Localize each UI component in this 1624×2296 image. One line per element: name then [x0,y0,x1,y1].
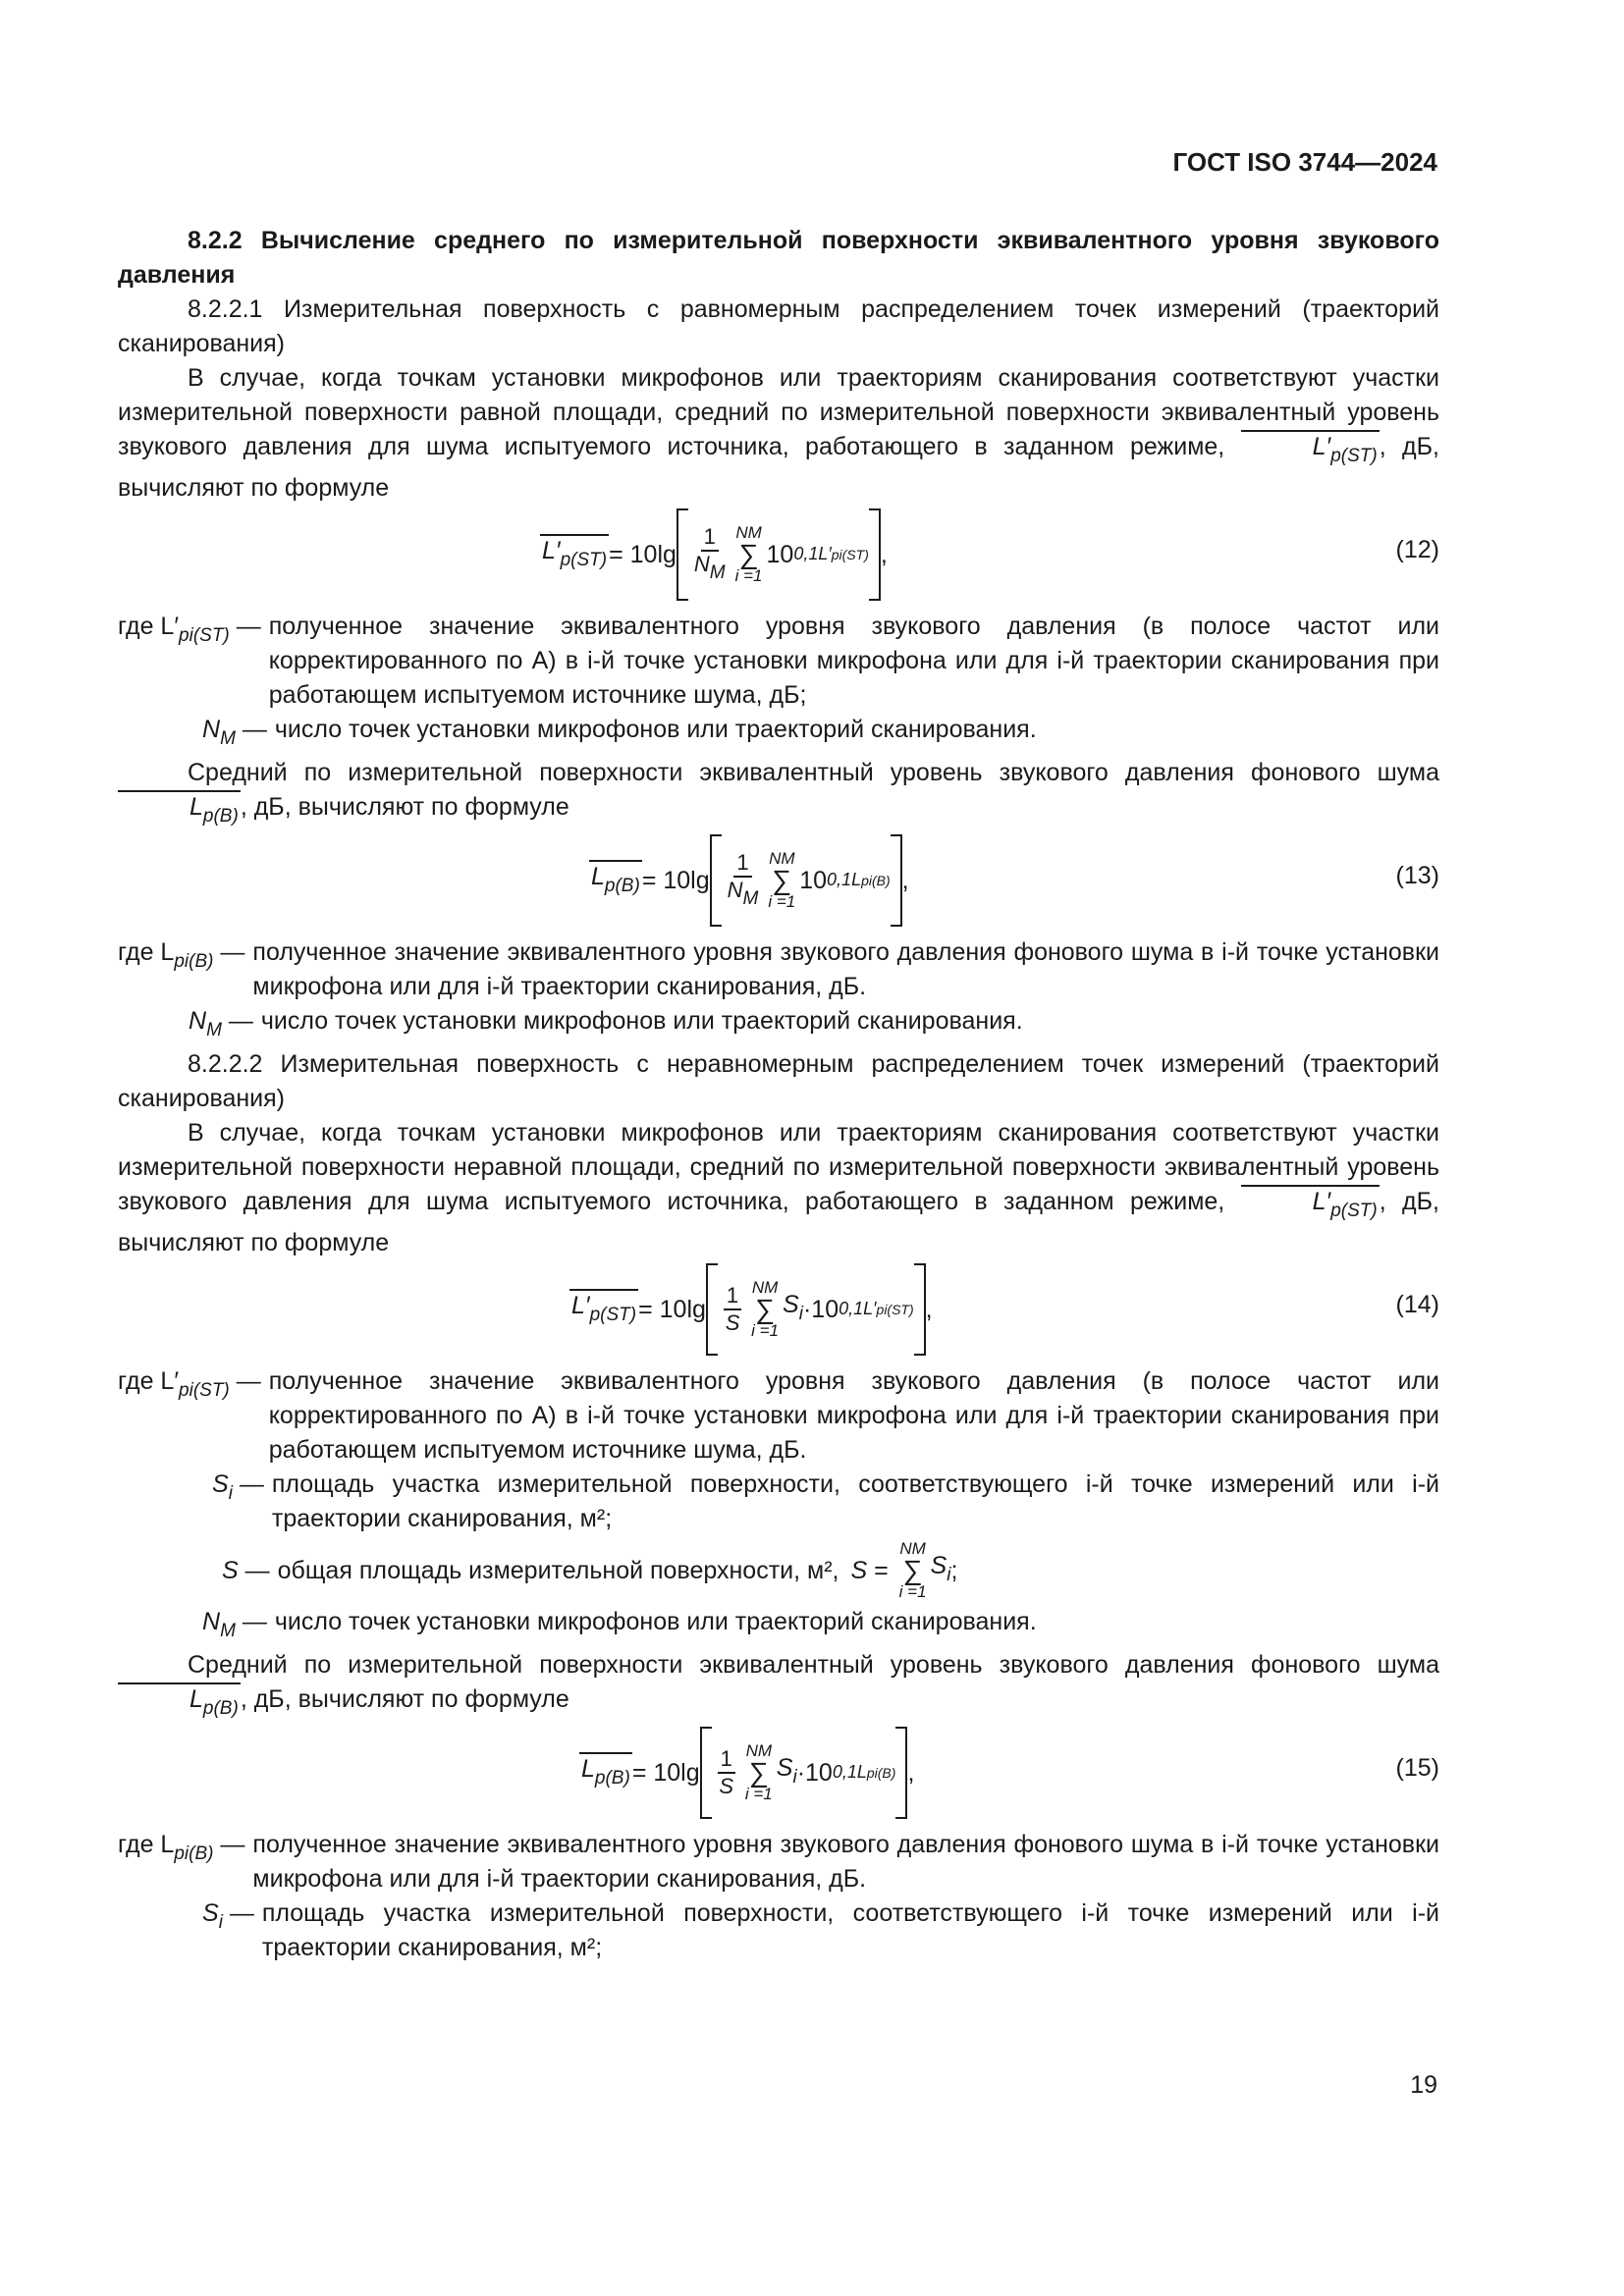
eq13-lhs: $L_{p(B)}$ [589,860,642,901]
equation-14-math: $L'_{p(ST)}$ = 10lg $\frac{1}{S}$ NM ∑ i =1 $S_i$ ·10 0,1L′pi(ST) , [569,1260,933,1359]
equation-13 [118,831,1439,930]
bracket-right [914,1263,926,1356]
eq12-sum: NM ∑ i =1 [734,523,763,585]
s-sum-definition: S = NM ∑ i =1 $S_i$ ; [850,1539,958,1601]
where-item: $N_M$ — число точек установки микрофонов или траекторий сканирования. [202,716,1037,749]
eq12-fraction: $\frac{1}{NM}$ [693,523,726,583]
subsection-title-1: 8.2.2.1 Измерительная поверхность с равномерным распределением точек измерений (траекторий сканирования) [118,295,1439,357]
equation-12-math: $L'_{p(ST)}$ = 10lg $\frac{1}{NM}$ NM ∑ i =1 10 0,1L′pi(ST) , [540,506,888,604]
paragraph-4: Средний по измерительной поверхности эквивалентный уровень звукового давления фонового шума $L_{p(B)}$, дБ, вычисляют по формуле [118,1648,1439,1724]
equation-13-math: $L_{p(B)}$ = 10lg $\frac{1}{NM}$ NM ∑ i =1 10 0,1Lpi(B) , [589,831,909,930]
equation-number-12: (12) [1395,536,1439,563]
symbol-lp-st: $L'_{p(ST)}$ [1241,430,1380,471]
eq12-lhs: $L'_{p(ST)}$ [540,534,609,575]
bracket-left [710,834,722,927]
equation-15-math: $L_{p(B)}$ = 10lg $\frac{1}{S}$ NM ∑ i =1 $S_i$ ·10 0,1Lpi(B) , [579,1724,914,1822]
page-body [118,224,1439,1965]
equation-number-13: (13) [1395,862,1439,889]
where-item: где $L'_{pi(ST)}$ — полученное значение эквивалентного уровня звукового давления (в полосе частот или корректированного по А) в i-й точке установки микрофона или для i-й траектории сканирования при работающем испытуемом источнике шума, дБ. [118,1367,1439,1464]
equation-15 [118,1724,1439,1822]
bracket-left [677,508,688,601]
eq12-base: 10 [766,540,794,568]
where-item: $N_M$ — число точек установки микрофонов или траекторий сканирования. [189,1007,1023,1041]
bracket-left [706,1263,718,1356]
where-item: S — общая площадь измерительной поверхности, м², S = NM ∑ i =1 $S_i$ ; [222,1539,958,1601]
symbol-lp-st: $L'_{p(ST)}$ [1241,1185,1380,1226]
paragraph-2: Средний по измерительной поверхности эквивалентный уровень звукового давления фонового шума $L_{p(B)}$, дБ, вычисляют по формуле [118,756,1439,831]
equation-number-15: (15) [1395,1754,1439,1782]
bracket-right [891,834,902,927]
equation-12 [118,506,1439,604]
document-id-header: ГОСТ ISO 3744—2024 [1172,147,1437,177]
bracket-left [700,1727,712,1819]
where-item: $S_i$ — площадь участка измерительной поверхности, соответствующего i-й точке измерений или i-й траектории сканирования, м²; [202,1899,1439,1961]
bracket-right [869,508,881,601]
where-item: где $L_{pi(B)}$ — полученное значение эквивалентного уровня звукового давления фонового шума в i-й точке установки микрофона или для i-й траектории сканирования, дБ. [118,1831,1439,1893]
page-number: 19 [1410,2071,1437,2099]
paragraph-1-tail: , дБ, вычисляют по формуле [118,433,1439,502]
bracket-right [895,1727,907,1819]
where-item: $N_M$ — число точек установки микрофонов или траекторий сканирования. [202,1608,1037,1641]
where-item: где $L'_{pi(ST)}$ — полученное значение эквивалентного уровня звукового давления (в полосе частот или корректированного по А) в i-й точке установки микрофона или для i-й траектории сканирования при работающем испытуемом источнике шума, дБ; [118,613,1439,709]
symbol-lp-b: $L_{p(B)}$ [118,790,241,831]
equation-number-14: (14) [1395,1291,1439,1318]
symbol-lp-b: $L_{p(B)}$ [118,1682,241,1724]
paragraph-1-text: В случае, когда точкам установки микрофонов или траекториям сканирования соответствуют участки измерительной поверхности равной площади, средний по измерительной поверхности эквивалентный уровень звукового давления для шума испытуемого источника, работающего в заданном режиме, [118,364,1439,460]
where-item: $S_i$ — площадь участка измерительной поверхности, соответствующего i-й точке измерений или i-й траектории сканирования, м²; [212,1470,1439,1532]
section-heading: 8.2.2 Вычисление среднего по измерительной поверхности эквивалентного уровня звукового давления [118,227,1439,289]
eq12-op: = 10lg [609,540,677,568]
equation-14 [118,1260,1439,1359]
paragraph-1 [118,361,1439,506]
where-item: где $L_{pi(B)}$ — полученное значение эквивалентного уровня звукового давления фонового шума в i-й точке установки микрофона или для i-й траектории сканирования, дБ. [118,938,1439,1000]
paragraph-3: В случае, когда точкам установки микрофонов или траекториям сканирования соответствуют участки измерительной поверхности неравной площади, средний по измерительной поверхности эквивалентный уровень звукового давления для шума испытуемого источника, работающего в заданном режиме, $L'_{p(ST)}$, дБ, вычисляют по формуле [118,1119,1439,1256]
subsection-title-2: 8.2.2.2 Измерительная поверхность с неравномерным распределением точек измерений (траекторий сканирования) [118,1050,1439,1112]
eq12-exponent: 0,1L′pi(ST) [793,544,869,563]
